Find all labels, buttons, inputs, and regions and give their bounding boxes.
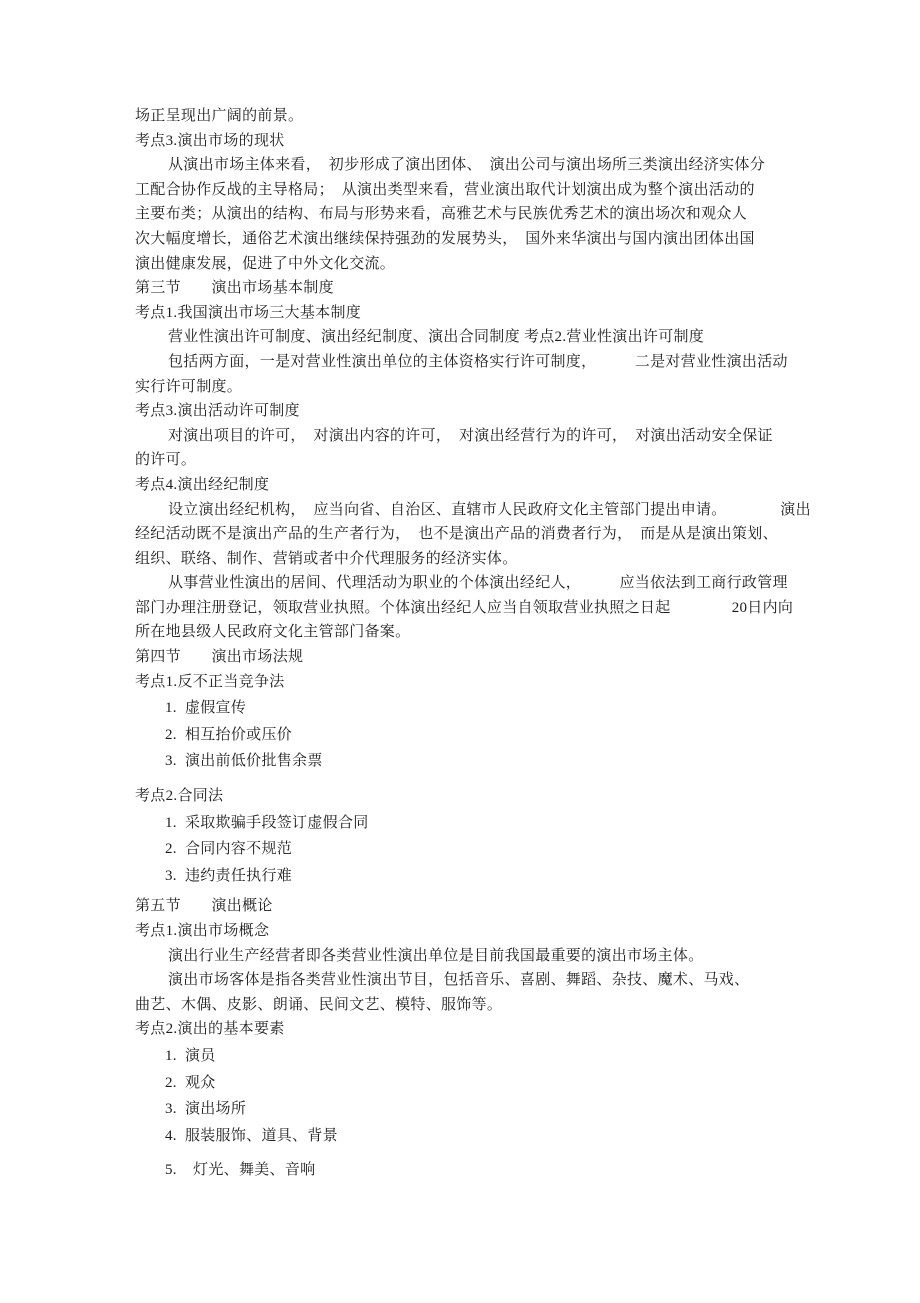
text-line: 演出行业生产经营者即各类营业性演出单位是目前我国最重要的演出市场主体。: [168, 947, 704, 964]
text-line: 营业性演出许可制度、演出经纪制度、演出合同制度 考点2.营业性演出许可制度: [168, 329, 705, 346]
list-item-line: 1. 演员: [165, 1047, 216, 1064]
text-line: 部门办理注册登记，领取营业执照。个体演出经纪人应当自领取营业执照之日起 20日内向: [135, 599, 794, 616]
section-heading-line: 第四节 演出市场法规: [135, 649, 304, 666]
text-line: 所在地县级人民政府文化主管部门备案。: [135, 624, 411, 641]
keypoint-line: 考点3.演出活动许可制度: [135, 403, 300, 420]
keypoint-line: 考点1.演出市场概念: [135, 923, 270, 939]
list-item-line: 2. 合同内容不规范: [165, 841, 293, 858]
text-line: 场正呈现出广阔的前景。: [135, 108, 304, 124]
list-item-line: 3. 违约责任执行难: [165, 867, 293, 884]
text-line: 包括两方面，一是对营业性演出单位的主体资格实行许可制度， 二是对营业性演出活动: [168, 353, 788, 370]
keypoint-line: 考点1.反不正当竞争法: [135, 673, 285, 690]
keypoint-line: 考点2.合同法: [135, 788, 224, 805]
text-line: 设立演出经纪机构， 应当向省、自治区、直辖市人民政府文化主管部门提出申请。 演出: [168, 501, 811, 518]
list-item-line: 3. 演出场所: [165, 1101, 247, 1118]
text-line: 从演出市场主体来看， 初步形成了演出团体、 演出公司与演出场所三类演出经济实体分: [168, 157, 766, 174]
text-line: 实行许可制度。: [135, 378, 243, 395]
text-line: 演出市场客体是指各类营业性演出节目，包括音乐、喜剧、舞蹈、杂技、魔术、马戏、: [168, 972, 750, 989]
text-line: 从事营业性演出的居间、代理活动为职业的个体演出经纪人， 应当依法到工商行政管理: [168, 575, 788, 592]
text-line: 的许可。: [135, 452, 197, 469]
list-item-line: 5. 灯光、舞美、音响: [165, 1162, 316, 1179]
section-heading-line: 第三节 演出市场基本制度: [135, 280, 334, 297]
text-line: 组织、联络、制作、营销或者中介代理服务的经济实体。: [135, 550, 518, 567]
text-line: 演出健康发展，促进了中外文化交流。: [135, 255, 396, 272]
list-item-line: 1. 虚假宣传: [165, 700, 247, 717]
list-item-line: 2. 相互抬价或压价: [165, 726, 293, 743]
keypoint-line: 考点2.演出的基本要素: [135, 1021, 285, 1038]
text-line: 对演出项目的许可， 对演出内容的许可， 对演出经营行为的许可， 对演出活动安全保证: [168, 427, 773, 444]
list-item-line: 3. 演出前低价批售余票: [165, 753, 323, 770]
document-content: [135, 104, 811, 1183]
keypoint-line: 考点1.我国演出市场三大基本制度: [135, 304, 362, 321]
list-item-line: 1. 采取欺骗手段签订虚假合同: [165, 814, 369, 831]
text-line: 主要布类；从演出的结构、布局与形势来看，高雅艺术与民族优秀艺术的演出场次和观众人: [135, 206, 748, 223]
text-line: 曲艺、木偶、皮影、朗诵、民间文艺、模特、服饰等。: [135, 996, 503, 1013]
text-line: 经纪活动既不是演出产品的生产者行为， 也不是演出产品的消费者行为， 而是从是演出策划、: [135, 526, 778, 543]
keypoint-line: 考点3.演出市场的现状: [135, 132, 285, 149]
text-line: 次大幅度增长，通俗艺术演出继续保持强劲的发展势头， 国外来华演出与国内演出团体出国: [135, 230, 755, 247]
text-line: 工配合协作反战的主导格局； 从演出类型来看，营业演出取代计划演出成为整个演出活动的: [135, 181, 755, 198]
list-item-line: 2. 观众: [165, 1074, 216, 1091]
section-heading-line: 第五节 演出概论: [135, 898, 273, 915]
list-item-line: 4. 服装服饰、道具、背景: [165, 1127, 338, 1144]
keypoint-line: 考点4.演出经纪制度: [135, 476, 270, 493]
